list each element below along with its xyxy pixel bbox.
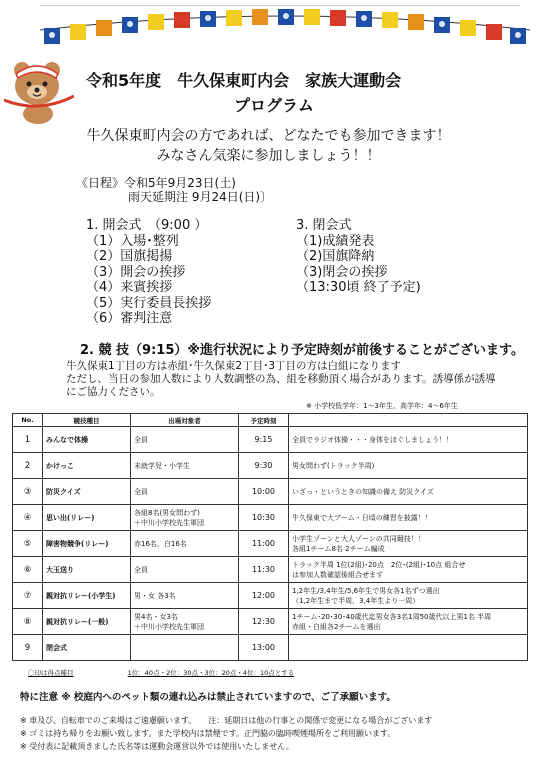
row-notes <box>289 635 528 661</box>
row-participants: 各組8名(男女問わず) ＋中川小学校先生軍団 <box>131 505 239 531</box>
opening-item: （5）実行委員長挨拶 <box>86 295 212 311</box>
row-participants: 未就学児・小学生 <box>131 453 239 479</box>
row-no: ⑧ <box>13 609 43 635</box>
row-no: 9 <box>13 635 43 661</box>
table-row <box>13 609 528 635</box>
row-participants: 全員 <box>131 427 239 453</box>
row-notes: 全員でラジオ体操・・・身体をほぐしましょう！！ <box>289 427 528 453</box>
header-no: No. <box>13 414 43 427</box>
header-event: 競技種目 <box>43 414 131 427</box>
row-event: 思い出(リレー) <box>43 505 131 531</box>
schedule-rain-date: 雨天延期注 9月24日(日)〕 <box>128 190 273 204</box>
table-row <box>13 479 528 505</box>
table-row <box>13 635 528 661</box>
intro-line-1: 牛久保東町内会の方であれば、どなたでも参加できます！ <box>86 128 451 144</box>
intro-line-2: みなさん気楽に参加しましょう！！ <box>156 148 381 164</box>
competition-heading: 2. 競 技（9:15）※進行状況により予定時刻が前後することがございます。 <box>80 343 524 358</box>
row-event: みんなで体操 <box>43 427 131 453</box>
points-label: 〇印は得点種目 <box>28 669 74 677</box>
row-no: ④ <box>13 505 43 531</box>
table-row <box>13 557 528 583</box>
row-time: 10:00 <box>239 479 289 505</box>
row-event: 防災クイズ <box>43 479 131 505</box>
footnote-parking: ※ 車及び、自転車でのご来場はご遠慮願います。 注：延期日は他の行事との関係で変更になる場合がございます <box>20 716 433 725</box>
row-time: 10:30 <box>239 505 289 531</box>
row-event: かけっこ <box>43 453 131 479</box>
table-header-row <box>13 414 528 427</box>
row-event: 閉会式 <box>43 635 131 661</box>
program-table <box>12 413 528 661</box>
row-notes: 牛久保東で大ブーム・日頃の練習を披露！！ <box>289 505 528 531</box>
row-no: ③ <box>13 479 43 505</box>
row-no: 1 <box>13 427 43 453</box>
row-time: 11:30 <box>239 557 289 583</box>
row-time: 9:15 <box>239 427 289 453</box>
row-participants: 全員 <box>131 557 239 583</box>
row-event: 親対抗リレー(一般) <box>43 609 131 635</box>
closing-item: （3)閉会の挨拶 <box>296 264 388 280</box>
top-rule <box>40 5 520 6</box>
row-participants <box>131 635 239 661</box>
points-legend <box>28 668 294 677</box>
row-time: 11:00 <box>239 531 289 557</box>
table-row <box>13 505 528 531</box>
row-time: 12:30 <box>239 609 289 635</box>
schedule-date: 《日程》令和5年9月23日(土) <box>76 176 236 190</box>
row-participants: 全員 <box>131 479 239 505</box>
adjust-note-cont: にご協力ください。 <box>66 386 161 398</box>
row-no: ⑥ <box>13 557 43 583</box>
row-notes: 男女問わず(トラック半周) <box>289 453 528 479</box>
row-participants: 男4名・女3名 ＋中川小学校先生軍団 <box>131 609 239 635</box>
row-event: 親対抗リレー(小学生) <box>43 583 131 609</box>
row-event: 障害物競争(リレー) <box>43 531 131 557</box>
table-row <box>13 427 528 453</box>
footnote-garbage: ※ ゴミは持ち帰りをお願い致します。また学校内は禁煙です。正門脇の臨時喫煙場所をご利用願います。 <box>20 729 396 738</box>
header-time: 予定時刻 <box>239 414 289 427</box>
row-no: 2 <box>13 453 43 479</box>
page-subtitle: プログラム <box>234 96 314 115</box>
adjust-note: ただし、当日の参加人数により人数調整の為、組を移動頂く場合があります。誘導係が誘導 <box>66 373 496 385</box>
opening-item: （2）国旗掲揚 <box>86 249 173 264</box>
row-notes: 1,2年生/3,4年生/5,6年生で男女各1名ずつ選出 （1,2年生まで半周、3,4年生より一周） <box>289 583 528 609</box>
closing-item: （2)国旗降納 <box>296 249 375 264</box>
row-event: 大玉送り <box>43 557 131 583</box>
header-participants: 出場対象者 <box>131 414 239 427</box>
opening-heading: 1. 開会式 （9:00 ） <box>86 218 208 233</box>
opening-ceremony <box>86 218 211 327</box>
closing-ceremony <box>296 218 421 296</box>
bear-mascot-icon <box>4 56 74 126</box>
row-notes: トラック半周 1位(2組)･20点 2位･(2組)･10点 組合せ は参加人数確認後組合せます <box>289 557 528 583</box>
grade-note: ※ 小学校低学年：1～3年生、高学年：4～6年生 <box>306 402 458 410</box>
row-participants: 赤16名、白16名 <box>131 531 239 557</box>
row-no: ⑦ <box>13 583 43 609</box>
row-participants: 男・女 各3名 <box>131 583 239 609</box>
table-row <box>13 453 528 479</box>
footnote-privacy: ※ 受付表に記載頂きました氏名等は運動会運営以外では使用いたしません。 <box>20 742 294 751</box>
row-time: 9:30 <box>239 453 289 479</box>
closing-item: （1)成績発表 <box>296 233 375 249</box>
page-title: 令和5年度 牛久保東町内会 家族大運動会 <box>86 71 402 90</box>
row-notes: いざっ・というときの知識の備え 防災クイズ <box>289 479 528 505</box>
points-values: 1位：40点・2位：30点・3位：20点・4位：10点とする <box>127 669 295 677</box>
closing-heading: 3. 閉会式 <box>296 218 352 233</box>
opening-item: （1）入場･整列 <box>86 233 179 249</box>
row-notes: 1チーム･20･30･40歳代迄男女各3名1周50歳代以上男1名 半周 赤組・白組各2チームを選出 <box>289 609 528 635</box>
row-time: 13:00 <box>239 635 289 661</box>
row-no: ⑤ <box>13 531 43 557</box>
pet-warning: 特に注意 ※ 校庭内へのペット類の連れ込みは禁止されていますので、ご了承願います。 <box>20 692 396 703</box>
header-notes <box>289 414 528 427</box>
table-row <box>13 583 528 609</box>
opening-item: （3）開会の挨拶 <box>86 264 186 280</box>
table-row <box>13 531 528 557</box>
opening-item: （4）来賓挨拶 <box>86 280 173 295</box>
row-time: 12:00 <box>239 583 289 609</box>
team-note: 牛久保東1丁目の方は赤組･牛久保東2丁目･3丁目の方は白組になります <box>66 360 402 372</box>
closing-item: （13:30頃 終了予定) <box>296 280 421 295</box>
bunting-flags <box>40 8 530 48</box>
opening-item: （6）審判注意 <box>86 311 173 326</box>
row-notes: 小学生ゾーンと大人ゾーンの共同競技！！ 各組1チーム8名 2チーム編成 <box>289 531 528 557</box>
